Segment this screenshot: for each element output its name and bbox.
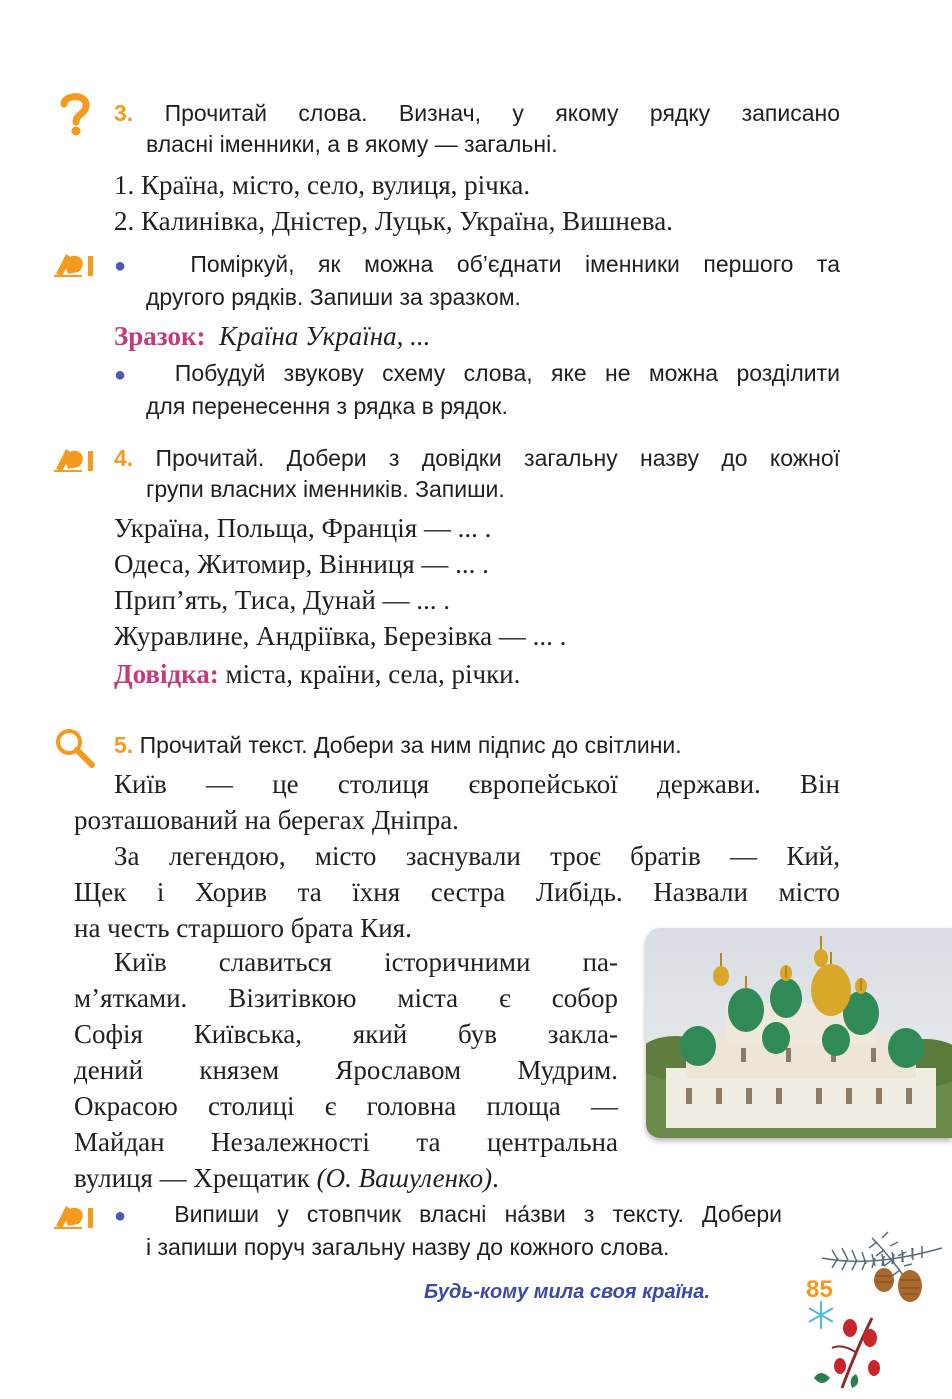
para3-last: вулиця — Хрещатик <box>74 1163 310 1193</box>
task3-bullet1-line1: Поміркуй, як можна об’єднати іменники першого та <box>190 251 840 277</box>
task4-row: Одеса, Житомир, Вінниця — ... . <box>114 549 489 579</box>
question-mark-icon <box>60 92 90 136</box>
pine-branch-decoration <box>812 1228 952 1394</box>
hint-text: міста, країни, села, річки. <box>225 659 521 689</box>
task3-bullet1 <box>114 249 840 313</box>
task3-bullet2-line1: Побудуй звукову схему слова, яке не можна розділити <box>174 360 840 386</box>
pencil-writing-icon <box>52 248 96 278</box>
para2-line2: Щек і Хорив та їхня сестра Либідь. Назвали місто <box>74 877 840 907</box>
magnifier-icon <box>54 728 96 768</box>
task3-sample <box>114 318 430 354</box>
task4-rows <box>114 510 566 654</box>
task4-hint <box>114 656 520 692</box>
task4-row: Прип’ять, Тиса, Дунай — ... . <box>114 585 451 615</box>
task3-line2: власні іменники, а в якому — загальні. <box>146 131 558 157</box>
task3-row1: 1. Країна, місто, село, вулиця, річка. <box>114 170 531 200</box>
task3-bullet2 <box>114 358 840 422</box>
task5-line1: Прочитай текст. Добери за ним підпис до світлини. <box>139 732 682 758</box>
task5-number: 5. <box>114 732 134 758</box>
proverb: Будь-кому мила своя країна. <box>424 1281 710 1303</box>
para1-line1: Київ — це столиця європейської держави. Він <box>114 769 840 799</box>
task3-row2: 2. Калинівка, Дністер, Луцьк, Україна, Вишнева. <box>114 206 673 236</box>
task3-number: 3. <box>114 100 134 126</box>
para3-line: м’ятками. Візитівкою міста є собор <box>74 983 618 1013</box>
bullet-dot: ● <box>114 1205 138 1227</box>
task4-line2: групи власних іменників. Запиши. <box>146 476 505 502</box>
para2-line1: За легендою, місто заснували троє братів — Кий, <box>114 841 840 871</box>
pencil-writing-icon <box>52 1200 96 1230</box>
task4-heading <box>114 443 840 505</box>
task4-number: 4. <box>114 445 134 471</box>
task3-line1: Прочитай слова. Визнач, у якому рядку записано <box>164 100 840 126</box>
page-number: 85 <box>806 1276 833 1303</box>
para3-end: . <box>492 1163 499 1193</box>
task5-bullet <box>114 1199 782 1263</box>
task5-paragraph3 <box>74 944 618 1196</box>
sample-label: Зразок: <box>114 321 206 351</box>
task3-bullet1-line2: другого рядків. Запиши за зразком. <box>146 284 521 310</box>
para3-line: Окрасою столиці є головна площа — <box>74 1091 618 1121</box>
hint-label: Довідка: <box>114 659 219 689</box>
cathedral-photo <box>646 928 952 1138</box>
task5-bullet-line1: Випиши у стовпчик власні на́зви з тексту. Добери <box>174 1201 782 1227</box>
bullet-dot: ● <box>114 255 144 277</box>
task5-heading <box>114 730 682 761</box>
pencil-writing-icon <box>52 443 96 473</box>
task4-row: Журавлине, Андріївка, Березівка — ... . <box>114 621 567 651</box>
para3-line: Майдан Незалежності та центральна <box>74 1127 618 1157</box>
para3-author: (О. Вашуленко) <box>316 1163 493 1193</box>
para1-line2: розташований на берегах Дніпра. <box>74 805 459 835</box>
task4-row: Україна, Польща, Франція — ... . <box>114 513 492 543</box>
task3-heading <box>114 98 840 160</box>
task4-line1: Прочитай. Добери з довідки загальну назву до кожної <box>155 445 840 471</box>
bullet-dot: ● <box>114 364 139 386</box>
task5-paragraph1 <box>74 766 840 838</box>
sample-text: Країна Україна, ... <box>219 321 431 351</box>
para3-line: дений князем Ярославом Мудрим. <box>74 1055 618 1085</box>
task3-bullet2-line2: для перенесення з рядка в рядок. <box>146 393 508 419</box>
para2-line3: на честь старшого брата Кия. <box>74 913 412 943</box>
para3-line: Софія Київська, який був закла- <box>74 1019 618 1049</box>
task5-bullet-line2: і запиши поруч загальну назву до кожного слова. <box>146 1234 670 1260</box>
para3-line: Київ славиться історичними па- <box>114 947 618 977</box>
